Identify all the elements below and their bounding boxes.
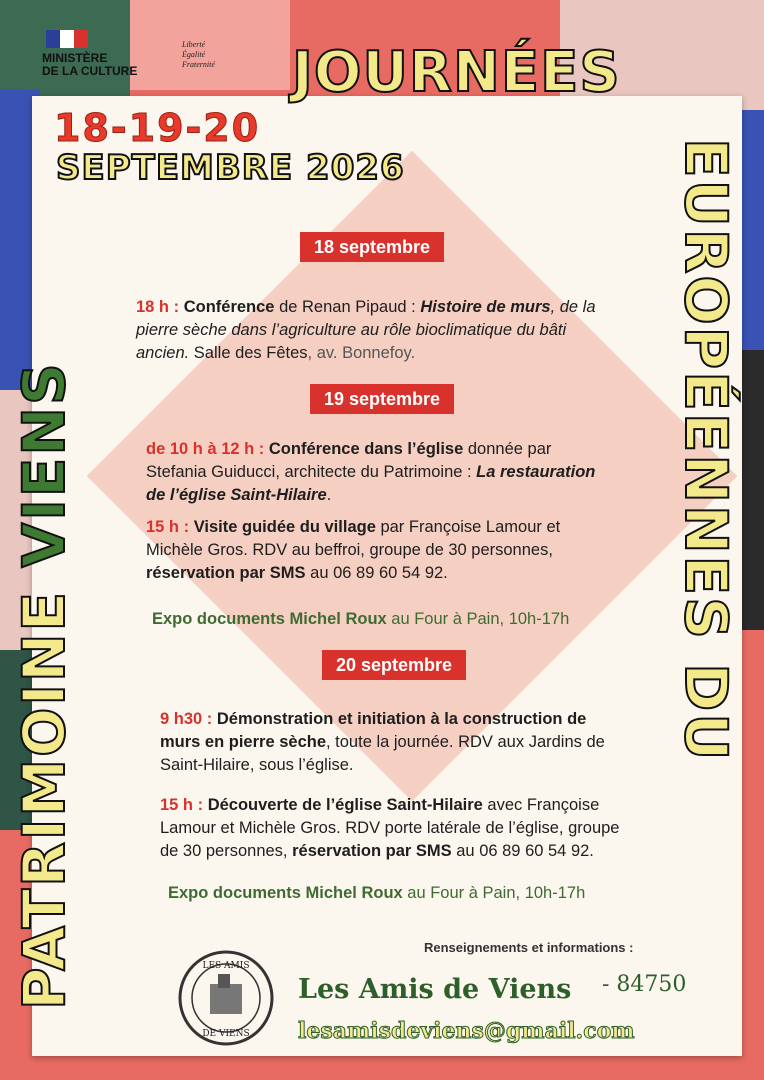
title-journees: JOURNÉES [292,40,621,105]
postal-code: - 84750 [602,972,687,997]
contact-email[interactable]: lesamisdeviens@gmail.com [298,1018,635,1044]
vertical-title-right: EUROPÉENNES DU [672,138,740,763]
motto-liberte: Liberté [182,40,206,49]
day-badge-19: 19 septembre [310,384,454,414]
motto-fraternite: Fraternité [182,60,215,69]
event-time: de 10 h à 12 h : [146,440,265,458]
vertical-title-left [10,361,78,1010]
event-label: Conférence dans l’église [268,440,464,458]
event-time: 15 h : [146,518,190,536]
info-label: Renseignements et informations : [424,940,634,955]
event-label: Visite guidée du village [193,518,376,536]
motto-egalite: Égalité [182,50,206,59]
title-viens: VIENS [10,361,78,568]
event-reservation: réservation par SMS [292,842,452,860]
event-20-decouverte [160,794,630,863]
event-text: avec Françoise Lamour et Michèle Gros. RDV porte latérale de l’église, groupe de 30 personnes, [160,796,620,860]
event-label: Découverte de l’église Saint-Hilaire [207,796,483,814]
event-20-demonstration [160,708,630,777]
event-text: au 06 89 60 54 92. [451,842,594,860]
event-time: 18 h : [136,298,180,316]
event-place: Salle des Fêtes [189,344,308,362]
republic-motto [182,40,215,70]
day-badge-20: 20 septembre [322,650,466,680]
event-18-conference [136,296,616,365]
event-title: La restauration de l’église Saint-Hilaire [146,463,596,504]
event-time: 15 h : [160,796,204,814]
seal-bottom-text: DE VIENS [202,1029,250,1039]
seal-top-text: LES AMIS [202,961,250,971]
event-text: , toute la journée. RDV aux Jardins de Saint-Hilaire, sous l’église. [160,733,605,774]
expo-details: au Four à Pain, 10h-17h [402,884,586,902]
event-time: 9 h30 : [160,710,213,728]
organization-name: Les Amis de Viens [298,974,572,1005]
event-text: , de la pierre sèche dans l’agriculture au rôle bioclimatique du bâti ancien. [136,298,596,362]
event-text: par Françoise Lamour et Michèle Gros. RDV au beffroi, groupe de 30 personnes, [146,518,561,559]
les-amis-de-viens-seal-icon [176,948,276,1048]
event-month-year: SEPTEMBRE 2026 [56,148,405,188]
event-19-visite [146,516,616,585]
event-title: Histoire de murs [420,298,551,316]
event-reservation: réservation par SMS [146,564,306,582]
ministry-logo [42,28,232,84]
event-label: Démonstration et initiation à la construction de murs en pierre sèche [160,710,587,751]
event-label: Conférence [183,298,275,316]
event-text: de Renan Pipaud : [274,298,421,316]
title-patrimoine: PATRIMOINE [10,589,78,1010]
event-address: , av. Bonnefoy. [307,344,416,362]
ministry-line2: DE LA CULTURE [42,64,138,78]
expo-19 [152,608,632,631]
expo-details: au Four à Pain, 10h-17h [386,610,570,628]
ministry-line1: MINISTÈRE [42,51,108,65]
event-dates: 18-19-20 [54,106,261,150]
event-text: . [326,486,332,504]
day-badge-18: 18 septembre [300,232,444,262]
event-19-conference [146,438,616,507]
expo-title: Expo documents Michel Roux [168,884,403,902]
event-text: donnée par Stefania Guiducci, architecte du Patrimoine : [146,440,552,481]
expo-title: Expo documents Michel Roux [152,610,387,628]
expo-20 [168,882,648,905]
french-flag-icon [46,30,88,48]
event-text: au 06 89 60 54 92. [305,564,448,582]
ministry-name [42,52,137,78]
